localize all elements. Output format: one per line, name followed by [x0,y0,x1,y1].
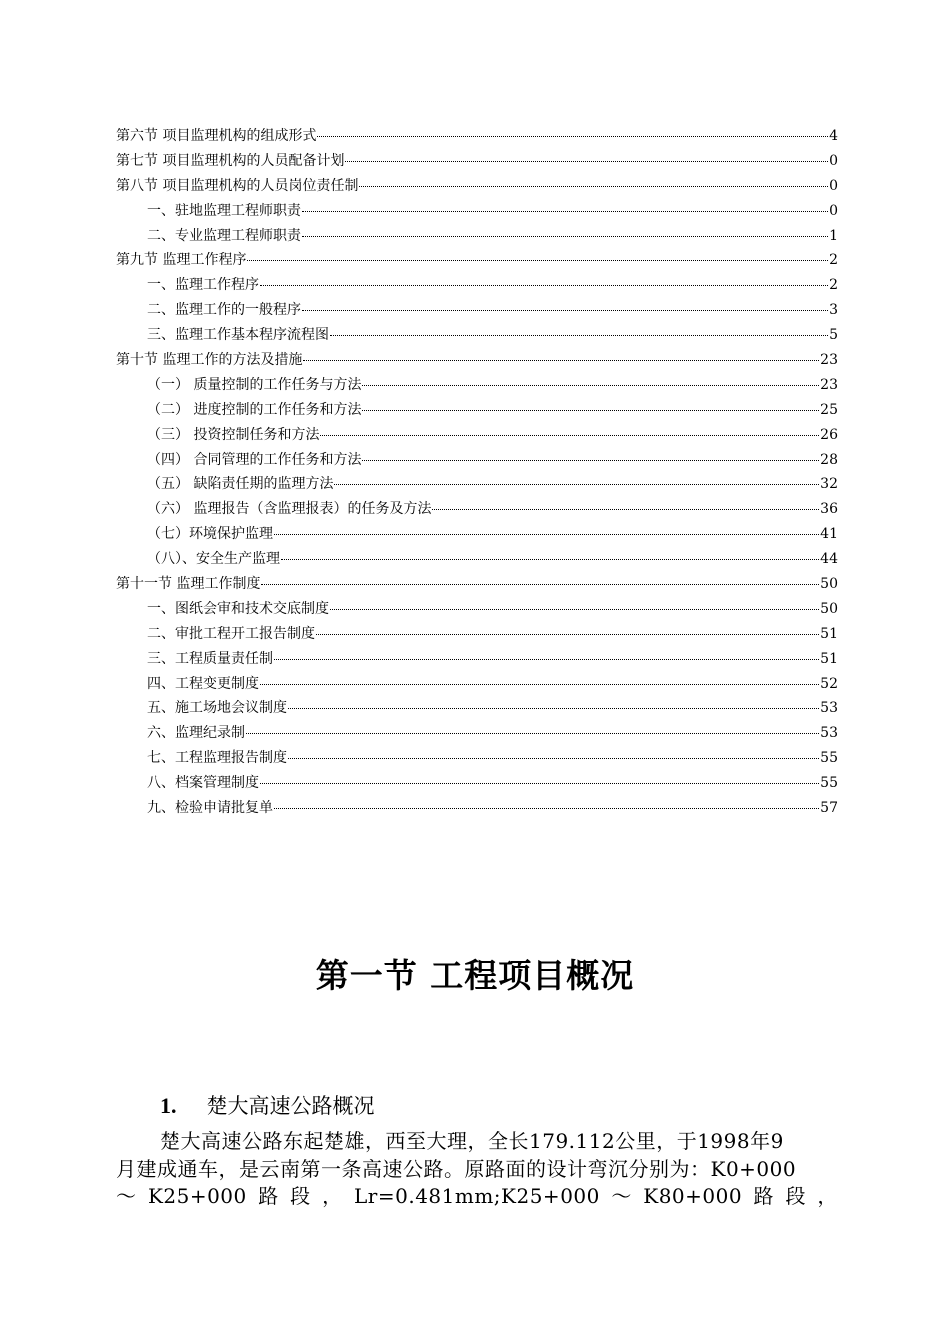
toc-entry[interactable] [116,224,838,249]
body-line-3-segment: Lr=0.481mm;K25+000 [354,1184,600,1208]
toc-entry-title: 第六节 项目监理机构的组成形式 [116,128,317,144]
toc-entry[interactable] [116,597,838,622]
toc-entry[interactable] [116,248,838,273]
toc-entry-page-number: 32 [820,476,838,493]
toc-entry-page-number: 52 [820,675,838,692]
toc-dot-leader [303,360,819,361]
toc-entry-page-number: 51 [820,650,838,667]
toc-entry[interactable] [116,124,838,149]
toc-entry[interactable] [116,398,838,423]
toc-entry[interactable] [116,672,838,697]
toc-entry-page-number: 23 [820,352,838,369]
toc-entry[interactable] [116,448,838,473]
toc-dot-leader [274,808,819,809]
toc-dot-leader [288,708,819,709]
toc-entry-title: 第十一节 监理工作制度 [116,576,261,593]
toc-dot-leader [281,559,819,560]
toc-entry[interactable] [116,497,838,522]
toc-entry-title: 二、审批工程开工报告制度 [147,625,315,642]
body-line-1: 楚大高速公路东起楚雄，西至大理，全长179.112公里，于1998年9 [160,1129,784,1153]
toc-dot-leader [274,659,819,660]
toc-entry[interactable] [116,373,838,398]
toc-entry-title: （三） 投资控制任务和方法 [147,426,320,443]
toc-entry-title: 二、监理工作的一般程序 [147,302,301,319]
toc-entry-page-number: 57 [820,800,838,817]
toc-dot-leader [432,509,819,510]
toc-dot-leader [261,584,819,585]
toc-entry-page-number: 36 [820,501,838,518]
toc-dot-leader [260,285,828,286]
toc-entry[interactable] [116,771,838,796]
toc-entry[interactable] [116,199,838,224]
body-line-3-segment: ～ [611,1184,632,1208]
toc-dot-leader [260,684,819,685]
body-line-3-segment: ， [817,1184,838,1208]
toc-entry-title: （八）、安全生产监理 [147,551,280,568]
toc-dot-leader [345,161,828,162]
toc-dot-leader [274,534,819,535]
toc-entry-page-number: 55 [820,775,838,792]
toc-entry-title: 第八节 项目监理机构的人员岗位责任制 [116,177,359,194]
section-title: 第一节 工程项目概况 [315,956,635,995]
toc-entry-page-number: 4 [829,128,838,144]
toc-entry-page-number: 1 [829,227,838,244]
toc-entry-title: 第九节 监理工作程序 [116,252,247,269]
toc-entry-page-number: 55 [820,750,838,767]
toc-entry-title: 七、工程监理报告制度 [147,750,287,767]
toc-dot-leader [260,783,819,784]
toc-entry[interactable] [116,647,838,672]
toc-entry-title: 二、专业监理工程师职责 [147,227,301,244]
toc-entry-title: （六） 监理报告（含监理报表）的任务及方法 [147,501,432,518]
toc-entry-title: 第七节 项目监理机构的人员配备计划 [116,152,345,169]
toc-entry-page-number: 3 [829,302,838,319]
toc-entry-page-number: 0 [829,202,838,219]
toc-entry[interactable] [116,472,838,497]
toc-entry[interactable] [116,174,838,199]
toc-entry[interactable] [116,721,838,746]
toc-dot-leader [288,758,819,759]
toc-dot-leader [362,385,819,386]
body-line-3-segment: 路 [753,1184,775,1208]
toc-entry-title: （五） 缺陷责任期的监理方法 [147,476,334,493]
toc-entry-page-number: 2 [829,277,838,294]
toc-dot-leader [302,211,828,212]
toc-entry-page-number: 53 [820,700,838,717]
toc-entry[interactable] [116,547,838,572]
toc-entry-page-number: 0 [829,177,838,194]
body-line-3-segment: ～ [116,1184,137,1208]
body-line-3-segment: K25+000 [147,1184,247,1208]
toc-entry-page-number: 5 [829,327,838,344]
toc-entry-title: （一） 质量控制的工作任务与方法 [147,376,362,393]
toc-entry-title: （四） 合同管理的工作任务和方法 [147,451,362,468]
body-line-3 [116,1183,838,1211]
toc-entry-title: 三、工程质量责任制 [147,650,273,667]
toc-entry[interactable] [116,746,838,771]
subsection-heading [160,1090,375,1120]
toc-entry-title: 八、档案管理制度 [147,775,259,792]
toc-entry[interactable] [116,273,838,298]
toc-entry-page-number: 53 [820,725,838,742]
subsection-number: 1. [160,1093,177,1118]
toc-entry-title: 第十节 监理工作的方法及措施 [116,352,303,369]
toc-entry-title: 四、工程变更制度 [147,675,259,692]
toc-entry[interactable] [116,149,838,174]
body-line-3-segment: K80+000 [643,1184,743,1208]
toc-entry-page-number: 23 [820,376,838,393]
toc-entry-title: 九、检验申请批复单 [147,800,273,817]
toc-dot-leader [302,236,828,237]
body-line-3-segment: 路 [258,1184,279,1208]
toc-dot-leader [317,136,828,137]
toc-entry-page-number: 25 [820,401,838,418]
toc-dot-leader [330,335,828,336]
toc-entry[interactable] [116,323,838,348]
toc-entry[interactable] [116,298,838,323]
toc-dot-leader [359,186,828,187]
toc-dot-leader [246,733,819,734]
toc-entry[interactable] [116,572,838,597]
subsection-title: 楚大高速公路概况 [206,1094,375,1118]
toc-entry-page-number: 44 [820,551,838,568]
toc-dot-leader [316,634,819,635]
toc-entry-page-number: 0 [829,152,838,169]
toc-entry-title: 五、施工场地会议制度 [147,700,287,717]
toc-dot-leader [362,410,819,411]
toc-entry-title: （二） 进度控制的工作任务和方法 [147,401,362,418]
toc-entry-page-number: 50 [820,576,838,593]
toc-entry[interactable] [116,796,838,821]
toc-entry-title: 三、监理工作基本程序流程图 [147,327,329,344]
toc-dot-leader [362,460,819,461]
toc-dot-leader [247,260,828,261]
body-line-2: 月建成通车，是云南第一条高速公路。原路面的设计弯沉分别为：K0+000 [116,1156,797,1181]
toc-dot-leader [334,484,819,485]
toc-entry-title: 一、驻地监理工程师职责 [147,202,301,219]
toc-entry-page-number: 41 [820,526,838,543]
body-line-3-segment: 段 [785,1184,806,1208]
toc-dot-leader [320,435,819,436]
body-line-3-segment: ， [322,1184,343,1208]
toc-dot-leader [302,310,828,311]
toc-entry-page-number: 28 [820,451,838,468]
toc-entry[interactable] [116,348,838,373]
toc-entry-page-number: 26 [820,426,838,443]
toc-entry-page-number: 50 [820,600,838,617]
toc-entry[interactable] [116,423,838,448]
toc-entry-title: （七）环境保护监理 [147,526,273,543]
toc-entry-title: 一、图纸会审和技术交底制度 [147,600,329,617]
toc-entry[interactable] [116,696,838,721]
toc-entry-title: 一、监理工作程序 [147,277,259,294]
toc-entry-page-number: 2 [829,252,838,269]
toc-entry-title: 六、监理纪录制 [147,725,245,742]
toc-dot-leader [330,609,819,610]
body-line-3-segment: 段 [290,1184,311,1208]
toc-entry[interactable] [116,622,838,647]
toc-entry-page-number: 51 [820,625,838,642]
body-paragraph [116,1128,838,1211]
toc-entry[interactable] [116,522,838,547]
table-of-contents [116,124,838,821]
